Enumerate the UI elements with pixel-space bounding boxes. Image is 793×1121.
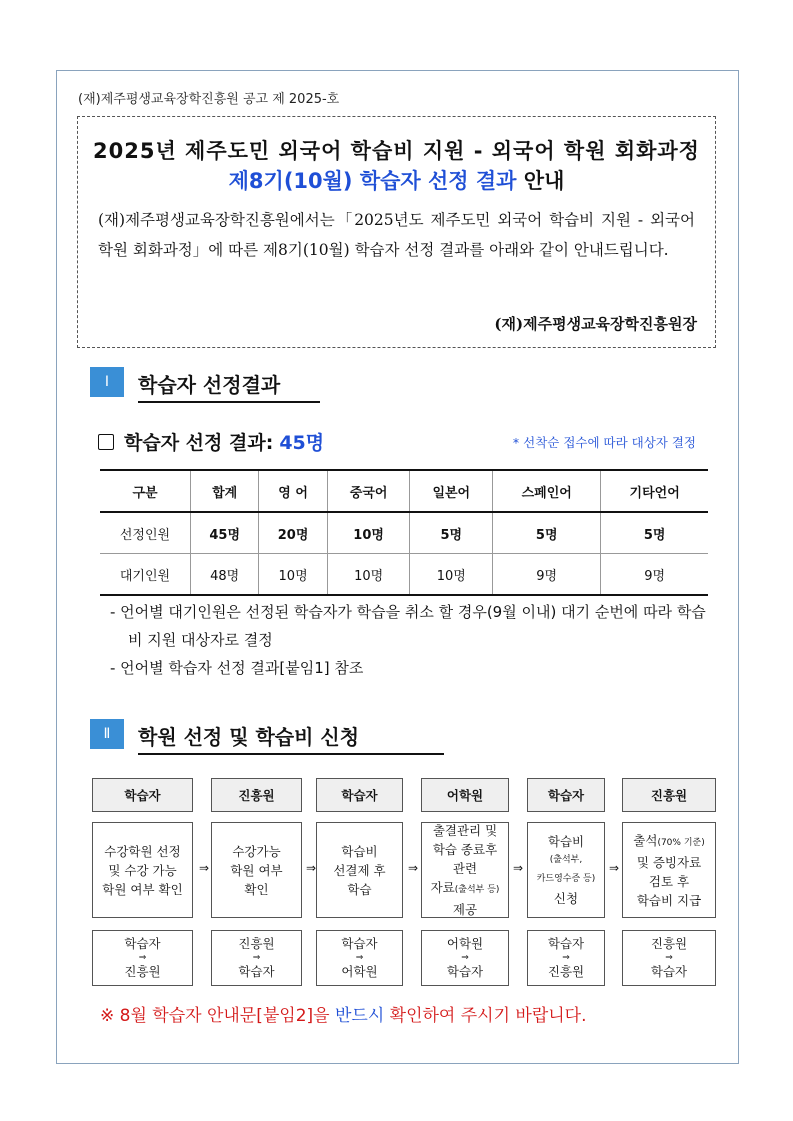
flow-step-description <box>622 822 716 918</box>
flow-desc-line: 선결제 후 <box>333 862 386 878</box>
flow-desc-line: 학원 여부 확인 <box>102 881 183 897</box>
flow-step-description <box>421 822 509 918</box>
selection-subtitle <box>98 428 324 455</box>
flow-desc-part: 자료 <box>430 880 455 895</box>
table-row <box>100 554 708 596</box>
section-2-number: Ⅱ <box>90 719 124 749</box>
flow-desc-line: 관련 <box>452 861 478 876</box>
row-label: 대기인원 <box>100 554 191 596</box>
section-2-title: 학원 선정 및 학습비 신청 <box>138 725 360 749</box>
flow-desc-line: 수강학원 선정 <box>104 843 181 859</box>
flow-desc-line: 학습 <box>347 881 372 897</box>
title-line-2 <box>78 165 715 195</box>
flow-desc-line: 신청 <box>553 891 579 906</box>
column-header: 기타언어 <box>601 470 708 512</box>
flow-from: 어학원 <box>446 936 484 951</box>
title-line-2-highlight: 제8기(10월) 학습자 선정 결과 <box>228 169 517 193</box>
checkbox-square-icon <box>98 434 114 450</box>
title-box <box>77 116 716 348</box>
notice-number: (재)제주평생교육장학진흥원 공고 제 2025-호 <box>78 92 340 107</box>
flow-actor: 학습자 <box>527 778 605 812</box>
down-arrow-icon: ⇒ <box>665 953 673 963</box>
flow-desc-line: 출결관리 및 <box>432 823 498 838</box>
flow-to: 진흥원 <box>547 964 585 979</box>
table-header-row <box>100 470 708 512</box>
flow-desc-line: 학습비 지급 <box>636 892 702 908</box>
bullet-item: - 언어별 학습자 선정 결과[붙임1] 참조 <box>110 659 364 677</box>
flow-from: 진흥원 <box>238 936 275 951</box>
selection-note: * 선착순 접수에 따라 대상자 결정 <box>512 435 696 450</box>
selection-subtitle-label: 학습자 선정 결과: <box>124 432 274 454</box>
flow-actor: 진흥원 <box>211 778 302 812</box>
down-arrow-icon: ⇒ <box>252 953 261 963</box>
flow-direction <box>421 930 509 986</box>
column-header: 영 어 <box>259 470 327 512</box>
flow-actor: 진흥원 <box>622 778 716 812</box>
section-1-title: 학습자 선정결과 <box>138 373 281 397</box>
flow-desc-line: 제공 <box>452 902 478 917</box>
final-note-part: ※ 8월 학습자 안내문[붙임2]을 <box>100 1006 330 1026</box>
down-arrow-icon: ⇒ <box>355 953 364 963</box>
table-cell: 48명 <box>191 554 259 596</box>
right-arrow-icon: ⇒ <box>513 861 524 875</box>
final-note <box>100 1001 587 1026</box>
flow-desc-line: 학습 종료후 <box>432 842 498 857</box>
flow-to: 학습자 <box>238 964 275 979</box>
section-1-underline <box>138 401 320 403</box>
flow-to: 학습자 <box>650 964 688 979</box>
title-line-1: 2025년 제주도민 외국어 학습비 지원 - 외국어 학원 회화과정 <box>93 139 700 163</box>
table-cell: 9명 <box>601 554 708 596</box>
flow-actor: 학습자 <box>316 778 403 812</box>
flow-direction <box>316 930 403 986</box>
final-note-emphasis: 반드시 <box>329 1006 385 1026</box>
flow-desc-line: 확인 <box>244 881 269 897</box>
flow-to: 학습자 <box>446 964 484 979</box>
flow-desc-line: 및 증빙자료 <box>636 854 702 870</box>
flow-desc-line: 수강가능 <box>232 843 281 859</box>
selection-count: 45명 <box>279 432 325 454</box>
flow-actor: 어학원 <box>421 778 509 812</box>
table-cell: 45명 <box>191 512 259 554</box>
table-cell: 5명 <box>410 512 493 554</box>
flow-desc-line: 학원 여부 <box>230 862 283 878</box>
flow-to: 진흥원 <box>124 964 161 979</box>
column-header: 구분 <box>100 470 191 512</box>
flow-step-description <box>527 822 605 918</box>
flow-actor: 학습자 <box>92 778 193 812</box>
column-header: 합계 <box>191 470 259 512</box>
flow-desc-part: 출석 <box>633 832 658 848</box>
bullet-item: - 언어별 대기인원은 선정된 학습자가 학습을 취소 할 경우(9월 이내) 대기 순번에 따라 학습비 지원 대상자로 결정 <box>110 603 706 649</box>
down-arrow-icon: ⇒ <box>461 953 469 963</box>
right-arrow-icon: ⇒ <box>408 861 419 875</box>
intro-paragraph: (재)제주평생교육장학진흥원에서는「2025년도 제주도민 외국어 학습비 지원 - 외국어 학원 회화과정」에 따른 제8기(10월) 학습자 선정 결과를 아래와 같이 안내드립니다. <box>98 211 695 259</box>
section-1-number: Ⅰ <box>90 367 124 397</box>
table-cell: 10명 <box>327 512 410 554</box>
flow-direction <box>211 930 302 986</box>
flow-desc-line: 학습비 <box>547 834 585 849</box>
right-arrow-icon: ⇒ <box>199 861 210 875</box>
table-cell: 10명 <box>410 554 493 596</box>
down-arrow-icon: ⇒ <box>138 953 147 963</box>
flow-desc-part: (출석부 등) <box>454 885 500 895</box>
table-row <box>100 512 708 554</box>
flow-desc-line: 학습비 <box>341 843 378 859</box>
title-line-2-rest: 안내 <box>516 169 565 193</box>
table-cell: 10명 <box>327 554 410 596</box>
flow-to: 어학원 <box>341 964 378 979</box>
flow-direction <box>92 930 193 986</box>
flow-from: 학습자 <box>341 936 378 951</box>
column-header: 중국어 <box>327 470 410 512</box>
table-cell: 5명 <box>493 512 601 554</box>
bullet-list <box>110 598 716 682</box>
flow-desc-part: (70% 기준) <box>657 837 705 848</box>
flow-from: 학습자 <box>124 936 161 951</box>
flow-direction <box>527 930 605 986</box>
table-cell: 5명 <box>601 512 708 554</box>
section-2-underline <box>138 753 444 755</box>
flow-step-description <box>92 822 193 918</box>
table-cell: 20명 <box>259 512 327 554</box>
flow-desc-line: 카드영수증 등) <box>536 874 596 884</box>
right-arrow-icon: ⇒ <box>609 861 620 875</box>
table-cell: 9명 <box>493 554 601 596</box>
down-arrow-icon: ⇒ <box>562 953 570 963</box>
flow-desc-line: (출석부, <box>549 855 583 865</box>
column-header: 일본어 <box>410 470 493 512</box>
final-note-part: 확인하여 주시기 바랍니다. <box>384 1006 587 1026</box>
column-header: 스페인어 <box>493 470 601 512</box>
flow-direction <box>622 930 716 986</box>
flow-step-description <box>316 822 403 918</box>
flow-desc-line: 검토 후 <box>648 873 690 889</box>
flow-from: 학습자 <box>547 936 585 951</box>
flow-desc-line <box>431 878 500 900</box>
flow-desc-line <box>633 831 704 853</box>
signer: (재)제주평생교육장학진흥원장 <box>494 315 697 333</box>
flow-step-description <box>211 822 302 918</box>
row-label: 선정인원 <box>100 512 191 554</box>
right-arrow-icon: ⇒ <box>306 861 317 875</box>
selection-table <box>100 469 708 596</box>
flow-from: 진흥원 <box>650 936 688 951</box>
flow-desc-line: 및 수강 가능 <box>108 862 177 878</box>
table-cell: 10명 <box>259 554 327 596</box>
